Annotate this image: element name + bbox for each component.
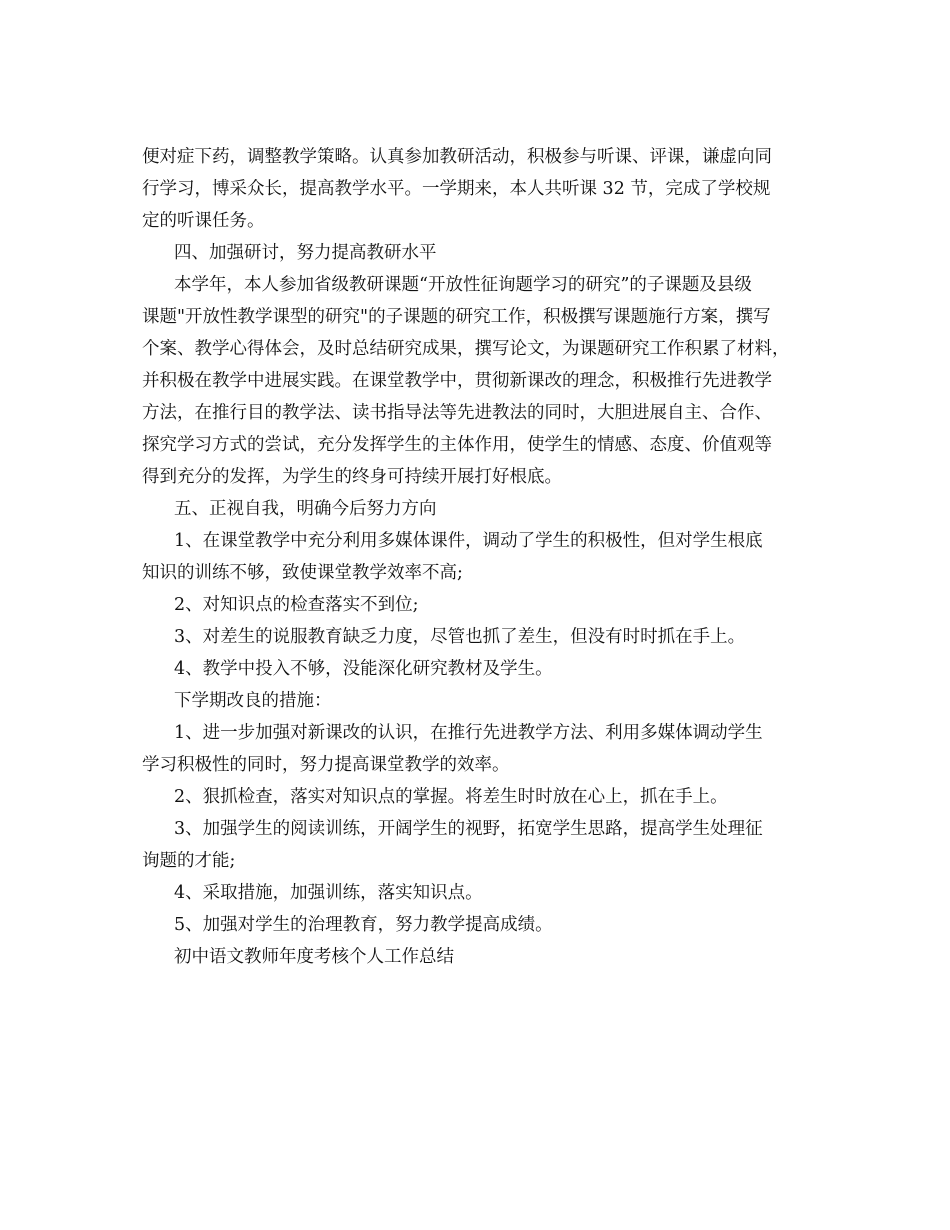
text-line: 探究学习方式的尝试，充分发挥学生的主体作用，使学生的情感、态度、价值观等 (142, 435, 772, 455)
section-heading: 下学期改良的措施： (174, 691, 332, 711)
document-body (142, 141, 842, 973)
section-heading: 四、加强研讨，努力提高教研水平 (174, 243, 437, 263)
list-item: 5、加强对学生的治理教育，努力教学提高成绩。 (174, 915, 553, 935)
list-item: 1、进一步加强对新课改的认识，在推行先进教学方法、利用多媒体调动学生 (174, 723, 763, 743)
text-line: 本学年，本人参加省级教研课题“开放性征询题学习的研究”的子课题及县级 (174, 275, 752, 295)
text-line: 询题的才能; (142, 851, 236, 871)
text-line: 知识的训练不够，致使课堂教学效率不高; (142, 563, 463, 583)
text-line: 便对症下药，调整教学策略。认真参加教研活动，积极参与听课、评课，谦虚向同 (142, 147, 772, 167)
list-item: 3、加强学生的阅读训练，开阔学生的视野，拓宽学生思路，提高学生处理征 (174, 819, 763, 839)
list-item: 2、对知识点的检查落实不到位; (174, 595, 419, 615)
section-heading: 五、正视自我，明确今后努力方向 (174, 499, 437, 519)
list-item: 1、在课堂教学中充分利用多媒体课件，调动了学生的积极性，但对学生根底 (174, 531, 763, 551)
list-item: 4、教学中投入不够，没能深化研究教材及学生。 (174, 659, 553, 679)
list-item: 4、采取措施，加强训练，落实知识点。 (174, 883, 483, 903)
text-line: 个案、教学心得体会，及时总结研究成果，撰写论文，为课题研究工作积累了材料， (142, 339, 790, 359)
text-line: 定的听课任务。 (142, 211, 265, 231)
text-line: 方法，在推行目的教学法、读书指导法等先进教法的同时，大胆进展自主、合作、 (142, 403, 772, 423)
list-item: 3、对差生的说服教育缺乏力度，尽管也抓了差生，但没有时时抓在手上。 (174, 627, 746, 647)
text-line: 并积极在教学中进展实践。在课堂教学中，贯彻新课改的理念，积极推行先进教学 (142, 371, 772, 391)
text-line: 课题"开放性教学课型的研究"的子课题的研究工作，积极撰写课题施行方案，撰写 (142, 307, 771, 327)
text-line: 学习积极性的同时，努力提高课堂教学的效率。 (142, 755, 510, 775)
list-item: 2、狠抓检查，落实对知识点的掌握。将差生时时放在心上，抓在手上。 (174, 787, 728, 807)
text-line: 行学习，博采众长，提高教学水平。一学期来，本人共听课 32 节，完成了学校规 (142, 179, 771, 199)
text-line: 得到充分的发挥，为学生的终身可持续开展打好根底。 (142, 467, 562, 487)
document-title: 初中语文教师年度考核个人工作总结 (174, 947, 454, 967)
